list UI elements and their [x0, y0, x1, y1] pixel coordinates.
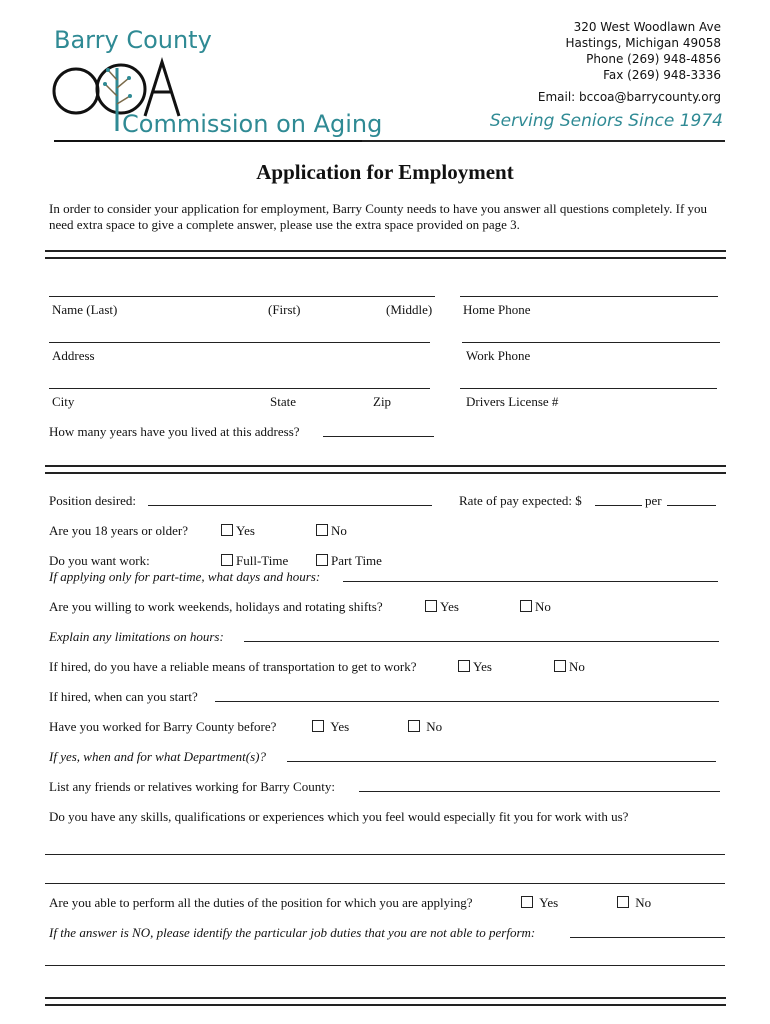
- checkbox[interactable]: [221, 524, 233, 536]
- yes-label: Yes: [440, 599, 459, 614]
- drivers-license-label: Drivers License #: [466, 394, 559, 409]
- duties-answer-line[interactable]: [45, 965, 725, 966]
- want-work-question: Do you want work:: [49, 553, 150, 568]
- logo-text-top: Barry County: [54, 26, 212, 54]
- bottom-divider: [45, 997, 726, 1006]
- phone-number: Phone (269) 948-4856: [586, 52, 721, 66]
- age-18-yes-option[interactable]: [221, 523, 255, 539]
- part-time-label: Part Time: [331, 553, 382, 568]
- fax-number: Fax (269) 948-3336: [603, 68, 721, 82]
- address-line-1: 320 West Woodlawn Ave: [573, 20, 721, 34]
- years-at-address-field[interactable]: [323, 425, 434, 437]
- checkbox[interactable]: [221, 554, 233, 566]
- header-rule: [362, 140, 725, 142]
- checkbox[interactable]: [316, 554, 328, 566]
- address-line-2: Hastings, Michigan 49058: [565, 36, 721, 50]
- state-label: State: [270, 394, 296, 409]
- friends-field[interactable]: [359, 780, 720, 792]
- part-time-days-field[interactable]: [343, 570, 718, 582]
- zip-label: Zip: [373, 394, 392, 409]
- friends-label: List any friends or relatives working for Barry County:: [49, 779, 335, 794]
- name-last-label: Name (Last): [52, 302, 118, 317]
- checkbox[interactable]: [312, 720, 324, 732]
- worked-before-no-option[interactable]: [408, 719, 442, 735]
- when-department-field[interactable]: [287, 750, 716, 762]
- skills-answer-line-2[interactable]: [45, 883, 725, 884]
- transportation-yes-option[interactable]: [458, 659, 492, 675]
- full-time-label: Full-Time: [236, 553, 289, 568]
- no-label: No: [426, 719, 443, 734]
- checkbox[interactable]: [520, 600, 532, 612]
- tagline: Serving Seniors Since 1974: [489, 111, 723, 131]
- middle-name-label: (Middle): [386, 302, 433, 317]
- rate-period-field[interactable]: [667, 494, 716, 506]
- start-date-field[interactable]: [215, 690, 719, 702]
- no-label: No: [569, 659, 585, 674]
- home-phone-field[interactable]: [460, 296, 718, 297]
- transportation-no-option[interactable]: [554, 659, 585, 675]
- worked-before-question: Have you worked for Barry County before?: [49, 719, 277, 734]
- checkbox[interactable]: [617, 896, 629, 908]
- work-phone-label: Work Phone: [466, 348, 531, 363]
- worked-before-yes-option[interactable]: [312, 719, 349, 735]
- address-label: Address: [52, 348, 95, 363]
- weekends-yes-option[interactable]: [425, 599, 459, 615]
- limitations-label: Explain any limitations on hours:: [49, 629, 224, 644]
- form-title: Application for Employment: [256, 160, 514, 184]
- city-state-zip-field[interactable]: [49, 388, 430, 389]
- no-label: No: [535, 599, 551, 614]
- age-18-no-option[interactable]: [316, 523, 347, 539]
- limitations-field[interactable]: [244, 630, 719, 642]
- city-label: City: [52, 394, 75, 409]
- checkbox[interactable]: [554, 660, 566, 672]
- skills-answer-line-1[interactable]: [45, 854, 725, 855]
- yes-label: Yes: [473, 659, 492, 674]
- age-18-question: Are you 18 years or older?: [49, 523, 188, 538]
- perform-duties-no-option[interactable]: [617, 895, 651, 911]
- checkbox[interactable]: [521, 896, 533, 908]
- org-logo: [50, 26, 383, 146]
- checkbox[interactable]: [316, 524, 328, 536]
- address-field[interactable]: [49, 342, 430, 343]
- intro-text: In order to consider your application for employment, Barry County needs to have you answer all questions completely. If you need extra space to give a complete answer, please use the extra space provided on page 3.: [49, 201, 708, 232]
- perform-duties-yes-option[interactable]: [521, 895, 558, 911]
- position-desired-field[interactable]: [148, 494, 432, 506]
- checkbox[interactable]: [458, 660, 470, 672]
- transportation-question: If hired, do you have a reliable means of transportation to get to work?: [49, 659, 417, 674]
- checkbox[interactable]: [408, 720, 420, 732]
- work-phone-field[interactable]: [462, 342, 720, 343]
- position-desired-label: Position desired:: [49, 493, 137, 508]
- rate-of-pay-field[interactable]: [595, 494, 642, 506]
- weekends-question: Are you willing to work weekends, holidays and rotating shifts?: [49, 599, 383, 614]
- yes-label: Yes: [539, 895, 559, 910]
- when-department-label: If yes, when and for what Department(s)?: [49, 749, 267, 764]
- section-divider-2: [45, 465, 726, 474]
- logo-text-bottom: Commission on Aging: [122, 110, 383, 138]
- home-phone-label: Home Phone: [463, 302, 531, 317]
- part-time-option[interactable]: [316, 553, 382, 569]
- full-time-option[interactable]: [221, 553, 288, 569]
- first-name-label: (First): [268, 302, 301, 317]
- weekends-no-option[interactable]: [520, 599, 551, 615]
- duties-no-label: If the answer is NO, please identify the particular job duties that you are not able to perform:: [49, 925, 536, 940]
- yes-label: Yes: [330, 719, 350, 734]
- email-address: Email: bccoa@barrycounty.org: [537, 90, 721, 104]
- skills-question: Do you have any skills, qualifications or experiences which you feel would especially fit you for work with us?: [49, 809, 629, 824]
- part-time-days-label: If applying only for part-time, what days and hours:: [49, 569, 321, 584]
- yes-label: Yes: [236, 523, 255, 538]
- drivers-license-field[interactable]: [460, 388, 717, 389]
- years-at-address-label: How many years have you lived at this address?: [49, 424, 300, 439]
- name-field[interactable]: [49, 296, 435, 297]
- section-divider: [45, 250, 726, 259]
- no-label: No: [331, 523, 347, 538]
- per-label: per: [645, 493, 662, 508]
- checkbox[interactable]: [425, 600, 437, 612]
- logo-underline: [54, 140, 362, 142]
- start-date-label: If hired, when can you start?: [49, 689, 198, 704]
- duties-no-field[interactable]: [570, 926, 725, 938]
- rate-of-pay-label: Rate of pay expected: $: [459, 493, 582, 508]
- perform-duties-question: Are you able to perform all the duties of the position for which you are applying?: [49, 895, 473, 910]
- no-label: No: [635, 895, 652, 910]
